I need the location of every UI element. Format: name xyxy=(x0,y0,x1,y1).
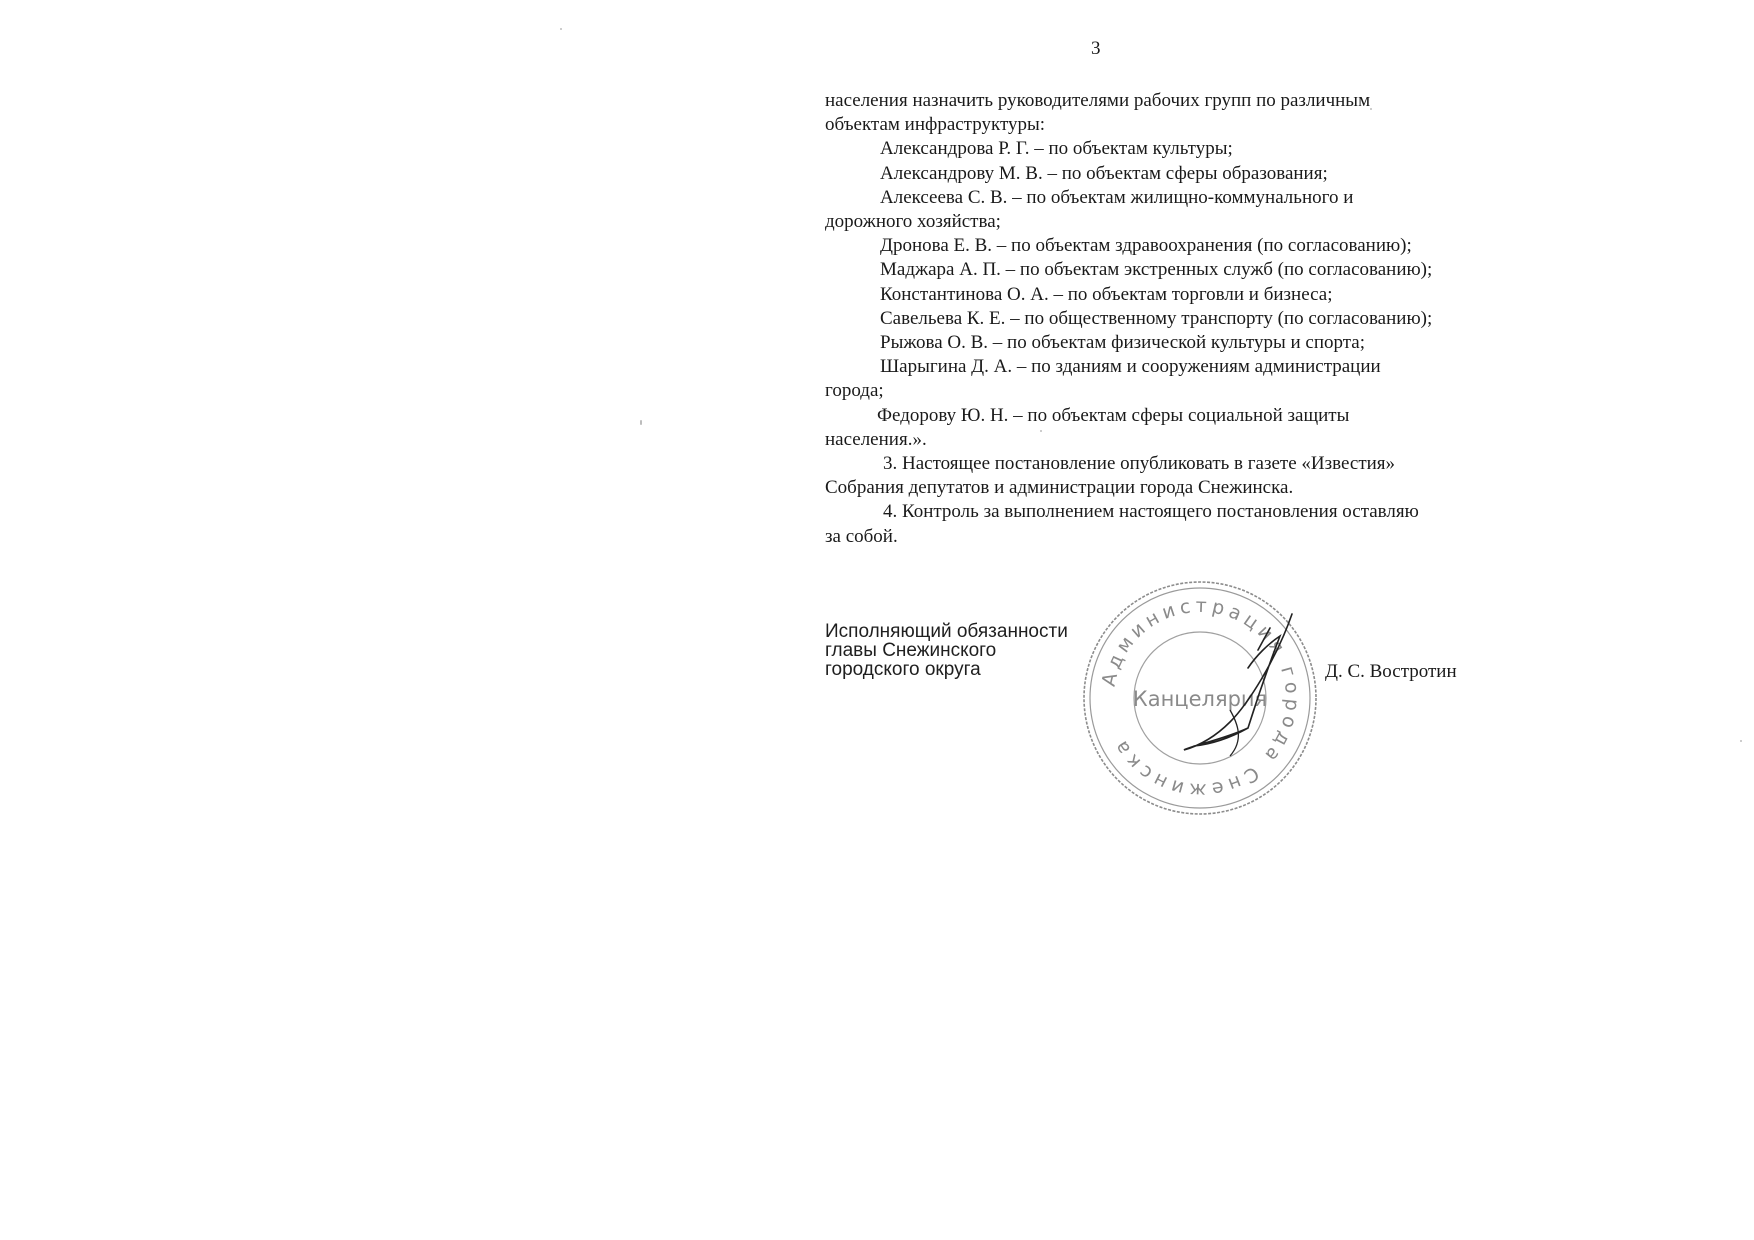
text-line: города; xyxy=(825,380,884,402)
scan-speck xyxy=(1370,108,1372,110)
assignment-line: Александрова Р. Г. – по объектам культуры; xyxy=(880,138,1233,160)
text-line: населения.». xyxy=(825,428,927,450)
scan-speck xyxy=(560,28,562,30)
seal-center-text: Канцелярия xyxy=(1132,687,1268,711)
official-seal xyxy=(1080,578,1320,818)
document-body xyxy=(825,89,1545,549)
position-line: Исполняющий обязанности xyxy=(825,621,1068,642)
scan-speck xyxy=(1040,430,1042,432)
text-line: за собой. xyxy=(825,525,898,547)
assignment-line: Шарыгина Д. А. – по зданиям и сооружениям администрации xyxy=(880,356,1381,378)
assignment-line: Константинова О. А. – по объектам торговли и бизнеса; xyxy=(880,283,1333,305)
text-line: объектам инфраструктуры: xyxy=(825,114,1046,136)
scan-speck xyxy=(1740,740,1742,742)
assignment-line: Дронова Е. В. – по объектам здравоохранения (по согласованию); xyxy=(880,235,1412,257)
assignment-line: Александрову М. В. – по объектам сферы образования; xyxy=(880,162,1328,184)
signatory-position xyxy=(825,622,1068,679)
assignment-line: Маджара А. П. – по объектам экстренных служб (по согласованию); xyxy=(880,259,1433,281)
text-line: Собрания депутатов и администрации города Снежинска. xyxy=(825,477,1294,499)
assignment-line: Федорову Ю. Н. – по объектам сферы социальной защиты xyxy=(877,404,1350,426)
text-line: населения назначить руководителями рабочих групп по различным xyxy=(825,90,1371,111)
scan-speck xyxy=(640,420,642,425)
page-number: 3 xyxy=(1091,38,1101,59)
assignment-line: Савельева К. Е. – по общественному транспорту (по согласованию); xyxy=(880,307,1433,329)
signer-name: Д. С. Востротин xyxy=(1325,661,1457,682)
text-line: дорожного хозяйства; xyxy=(825,211,1001,233)
position-line: городского округа xyxy=(825,659,981,680)
paragraph-line: 3. Настоящее постановление опубликовать в газете «Известия» xyxy=(883,453,1396,475)
seal-outer-text: Администрация города Снежинска xyxy=(1097,594,1304,802)
paragraph-line: 4. Контроль за выполнением настоящего постановления оставляю xyxy=(883,501,1419,523)
assignment-line: Рыжова О. В. – по объектам физической культуры и спорта; xyxy=(880,332,1365,354)
position-line: главы Снежинского xyxy=(825,640,997,661)
assignment-line: Алексеева С. В. – по объектам жилищно-коммунального и xyxy=(880,186,1354,208)
